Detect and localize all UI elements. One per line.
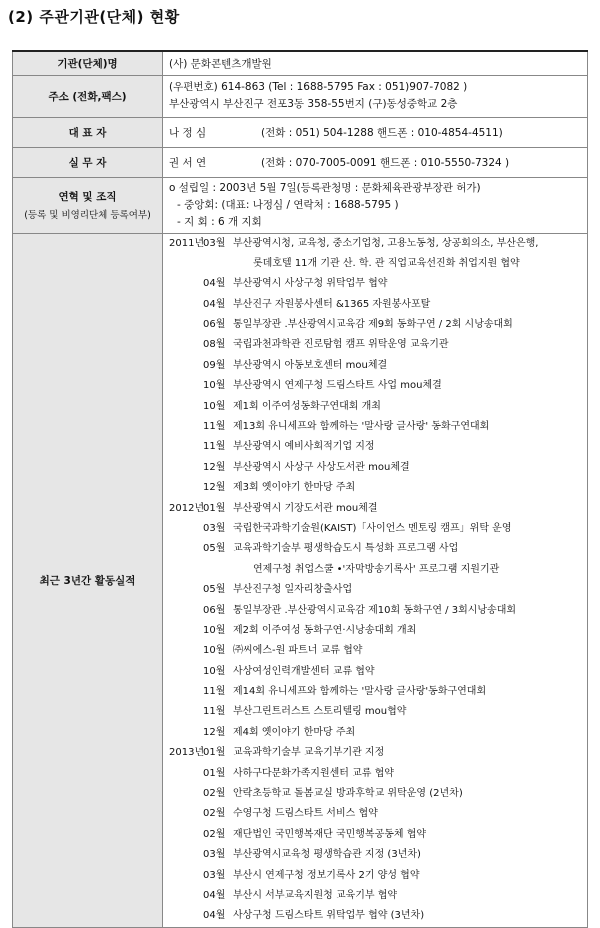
- activity-text: 부산진구청 일자리창출사업: [233, 584, 353, 596]
- organization-info-table: [12, 50, 588, 928]
- activity-month: 11월: [203, 441, 226, 453]
- activity-item: [169, 274, 581, 294]
- history-line-central: - 중앙회: (대표: 나정심 / 연락처 : 1688-5795 ): [177, 198, 399, 211]
- address-label-text: 주소 (전화,팩스): [48, 90, 127, 103]
- activity-item: [169, 397, 581, 417]
- activity-text: 안락초등학교 돌봄교실 방과후학교 위탁운영 (2년차): [233, 788, 463, 800]
- activity-month: 03월: [203, 849, 226, 861]
- activity-item: [169, 764, 581, 784]
- address-line-2: 부산광역시 부산진구 전포3동 358-55번지 (구)동성중학교 2층: [169, 98, 458, 110]
- activity-text: 제1회 이주여성동화구연대회 개최: [233, 400, 381, 412]
- representative-value: [163, 117, 588, 147]
- activity-year: 2013년: [169, 747, 205, 759]
- representative-name: 나 정 심: [169, 126, 207, 139]
- activity-item: [169, 560, 581, 580]
- activity-text: 사상구청 드림스타트 위탁업무 협약 (3년차): [233, 910, 425, 922]
- activity-item: [169, 784, 581, 804]
- activity-item: [169, 376, 581, 396]
- org-label-text: 기관(단체)명: [57, 57, 118, 70]
- activity-text: 제4회 옛이야기 한마당 주최: [233, 726, 356, 738]
- activity-item: [169, 335, 581, 355]
- activity-item: [169, 662, 581, 682]
- activity-month: 04월: [203, 278, 226, 290]
- activity-text: 통일부장관 .부산광역시교육감 제10회 동화구연 / 3회시낭송대회: [233, 604, 517, 616]
- org-value: (사) 문화콘텐츠개발원: [163, 51, 588, 75]
- activity-row: [13, 233, 588, 927]
- activity-item: [169, 499, 581, 519]
- address-label: [13, 75, 163, 117]
- activity-item: [169, 743, 581, 763]
- address-row: [13, 75, 588, 117]
- org-row: [13, 51, 588, 75]
- activity-text: 부산광역시 사상구청 위탁업무 협약: [233, 278, 388, 290]
- activity-text: 부산그린트러스트 스토리텔링 mou협약: [233, 706, 407, 718]
- activity-month: 04월: [203, 890, 226, 901]
- activity-text: 제14회 유니세프와 함께하는 '말사랑 글사랑'동화구연대회: [233, 686, 487, 698]
- activity-month: 06월: [203, 604, 226, 616]
- activity-month: 11월: [203, 706, 226, 718]
- activity-text: 교육과학기술부 교육기부기관 지정: [233, 747, 385, 759]
- activity-item: [169, 295, 581, 315]
- activity-text: ㈜씨에스-원 파트너 교류 협약: [233, 645, 363, 657]
- activity-month: 03월: [203, 237, 226, 249]
- history-value: [163, 177, 588, 233]
- activity-item: [169, 682, 581, 702]
- activity-item: [169, 539, 581, 559]
- activity-text: 교육과학기술부 평생학습도시 특성화 프로그램 사업: [233, 543, 459, 555]
- activity-text: 부산광역시 예비사회적기업 지정: [233, 441, 375, 453]
- activity-text: 제3회 옛이야기 한마당 주최: [233, 482, 356, 494]
- activity-month: 11월: [203, 421, 226, 433]
- activity-item: [169, 519, 581, 539]
- activity-text: 부산시 연제구청 정보기록사 2기 양성 협약: [233, 869, 420, 881]
- representative-label-text: 대 표 자: [68, 126, 107, 139]
- activity-text: 사상여성인력개발센터 교류 협약: [233, 665, 375, 677]
- representative-row: [13, 117, 588, 147]
- activity-month: 12월: [203, 482, 226, 494]
- activity-item: [169, 478, 581, 498]
- activity-item: [169, 580, 581, 600]
- activity-text: 제13회 유니세프와 함께하는 '말사랑 글사랑' 동화구연대회: [233, 421, 490, 433]
- activity-text: 부산광역시 사상구 사상도서관 mou체결: [233, 461, 410, 473]
- activity-year: 2011년: [169, 237, 205, 249]
- org-label: [13, 51, 163, 75]
- activity-text: 부산진구 자원봉사센터 &1365 자원봉사포탈: [233, 298, 431, 310]
- activity-month: 10월: [203, 400, 226, 412]
- address-line-1: (우편번호) 614-863 (Tel : 1688-5795 Fax : 051)907-7082 ): [169, 81, 468, 93]
- activity-month: 12월: [203, 461, 226, 473]
- activity-text: 통일부장관 .부산광역시교육감 제9회 동화구연 / 2회 시낭송대회: [233, 319, 513, 331]
- activity-item: [169, 641, 581, 661]
- activity-text: 부산광역시청, 교육청, 중소기업청, 고용노동청, 상공회의소, 부산은행,: [233, 237, 539, 249]
- activity-label: [13, 233, 163, 927]
- staff-label-text: 실 무 자: [68, 156, 107, 169]
- activity-item: [169, 723, 581, 743]
- activity-text: 재단법인 국민행복재단 국민행복공동체 협약: [233, 828, 427, 840]
- representative-label: [13, 117, 163, 147]
- activity-month: 04월: [203, 910, 226, 922]
- activity-text: 부산광역시 연제구청 드림스타트 사업 mou체결: [233, 380, 442, 392]
- activity-month: 10월: [203, 380, 226, 392]
- activity-text: 부산광역시교육청 평생학습관 지정 (3년차): [233, 849, 421, 861]
- activity-item: [169, 458, 581, 478]
- history-label: [13, 177, 163, 233]
- activity-month: 10월: [203, 645, 226, 657]
- activity-item: [169, 315, 581, 335]
- activity-text: 국립한국과학기술원(KAIST)「사이언스 멘토링 캠프」위탁 운영: [233, 522, 512, 534]
- activity-item: [169, 254, 581, 274]
- activity-text: 롯데호텔 11개 기관 산. 학. 관 직업교육선진화 취업지원 협약: [253, 257, 520, 269]
- history-label-text: 연혁 및 조직: [58, 191, 117, 203]
- activity-item: [169, 825, 581, 845]
- history-line-branches: - 지 회 : 6 개 지회: [177, 215, 262, 228]
- activity-text: 국립과천과학관 진로탐험 캠프 위탁운영 교육기관: [233, 339, 449, 351]
- activity-month: 02월: [203, 828, 226, 840]
- staff-contact: (전화 : 070-7005-0091 핸드폰 : 010-5550-7324 ): [261, 156, 510, 169]
- activity-item: [169, 601, 581, 621]
- address-value: [163, 75, 588, 117]
- activity-month: 02월: [203, 808, 226, 820]
- activity-item: [169, 356, 581, 376]
- activity-month: 08월: [203, 339, 226, 351]
- activity-month: 04월: [203, 298, 226, 310]
- activity-text: 부산광역시 기장도서관 mou체결: [233, 502, 378, 514]
- activity-month: 06월: [203, 319, 226, 331]
- staff-row: [13, 147, 588, 177]
- staff-value: [163, 147, 588, 177]
- history-line-founded: o 설립일 : 2003년 5월 7일(등록관청명 : 문화체육관광부장관 허가): [169, 181, 481, 194]
- activity-text: 제2회 이주여성 동화구연·시낭송대회 개최: [233, 624, 417, 636]
- activity-list: [163, 233, 588, 927]
- activity-year: 2012년: [169, 502, 205, 514]
- history-row: [13, 177, 588, 233]
- activity-item: [169, 886, 581, 906]
- activity-item: [169, 845, 581, 865]
- activity-month: 05월: [203, 584, 226, 596]
- activity-item: [169, 906, 581, 926]
- activity-month: 11월: [203, 686, 226, 698]
- activity-month: 01월: [203, 747, 226, 759]
- activity-item: [169, 702, 581, 722]
- activity-month: 02월: [203, 788, 226, 800]
- section-heading: (2) 주관기관(단체) 현황: [8, 8, 180, 26]
- staff-label: [13, 147, 163, 177]
- activity-text: 수영구청 드림스타트 서비스 협약: [233, 808, 378, 820]
- activity-text: 부산광역시 아동보호센터 mou체결: [233, 359, 388, 371]
- activity-item: [169, 437, 581, 457]
- activity-item: [169, 804, 581, 824]
- activity-month: 01월: [203, 767, 226, 779]
- activity-text: 연제구청 취업스쿨 •'자막방송기록사' 프로그램 지원기관: [253, 563, 500, 575]
- activity-text: 사하구다문화가족지원센터 교류 협약: [233, 767, 394, 779]
- activity-month: 05월: [203, 543, 226, 555]
- activity-item: [169, 866, 581, 886]
- activity-text: 부산시 서부교육지원청 교육기부 협약: [233, 890, 398, 901]
- representative-contact: (전화 : 051) 504-1288 핸드폰 : 010-4854-4511): [261, 126, 503, 139]
- activity-item: [169, 234, 581, 254]
- activity-month: 09월: [203, 359, 226, 371]
- activity-month: 03월: [203, 869, 226, 881]
- activity-month: 10월: [203, 665, 226, 677]
- activity-item: [169, 621, 581, 641]
- staff-name: 권 서 연: [169, 156, 207, 169]
- activity-item: [169, 417, 581, 437]
- activity-label-text: 최근 3년간 활동실적: [39, 574, 136, 587]
- activity-month: 12월: [203, 726, 226, 738]
- activity-month: 10월: [203, 624, 226, 636]
- activity-month: 01월: [203, 502, 226, 514]
- activity-month: 03월: [203, 522, 226, 534]
- history-sublabel-text: (등록 및 비영리단체 등록여부): [24, 210, 151, 221]
